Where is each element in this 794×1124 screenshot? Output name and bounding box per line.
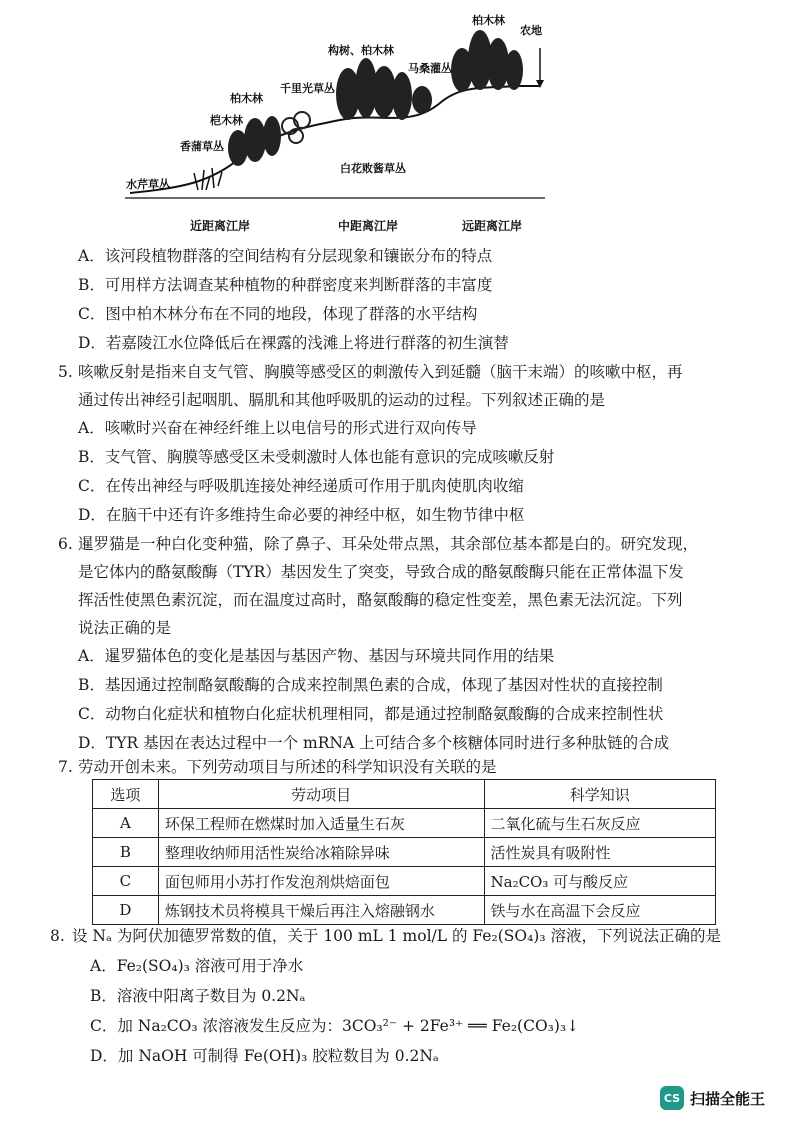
table-row	[93, 896, 716, 925]
camscanner-logo-icon: CS	[660, 1086, 684, 1110]
table-cell: 整理收纳师用活性炭给冰箱除异味	[158, 838, 484, 867]
q5-stem-line1: 咳嗽反射是指来自支气管、胸膜等感受区的刺激传入到延髓（脑干末端）的咳嗽中枢，再	[78, 363, 683, 381]
label-qianli: 千里光草丛	[280, 82, 335, 95]
label-xiangpu: 香蒲草丛	[180, 140, 224, 153]
q7-number: 7.	[58, 758, 73, 776]
q6-option-c: C．动物白化症状和植物白化症状机理相同，都是通过控制酪氨酸酶的合成来控制性状	[78, 705, 664, 723]
table-header-option: 选项	[93, 780, 159, 809]
riverbank-vegetation-diagram	[110, 8, 560, 240]
q6-option-d: D．TYR 基因在表达过程中一个 mRNA 上可结合多个核糖体同时进行多种肽链的合成	[78, 734, 670, 752]
q8-option-c: C．加 Na₂CO₃ 浓溶液发生反应为：3CO₃²⁻ + 2Fe³⁺ ══ Fe₂(CO₃)₃↓	[90, 1017, 580, 1035]
grass-icon	[194, 168, 222, 190]
table-header-project: 劳动项目	[158, 780, 484, 809]
table-cell: 面包师用小苏打作发泡剂烘焙面包	[158, 867, 484, 896]
label-bai2: 柏木林	[230, 92, 263, 105]
q8-stem: 设 Nₐ 为阿伏加德罗常数的值，关于 100 mL 1 mol/L 的 Fe₂(SO₄)₃ 溶液，下列说法正确的是	[72, 927, 721, 945]
table-cell: C	[93, 867, 159, 896]
label-nongdi: 农地	[520, 24, 542, 37]
q5-number: 5.	[58, 363, 73, 381]
q8-number: 8.	[50, 927, 65, 945]
forest-icon-right	[451, 30, 523, 92]
q8-option-a: A．Fe₂(SO₄)₃ 溶液可用于净水	[90, 957, 304, 975]
q7-stem: 劳动开创未来。下列劳动项目与所述的科学知识没有关联的是	[78, 758, 497, 776]
table-cell: 炼钢技术员将模具干燥后再注入熔融钢水	[158, 896, 484, 925]
label-goushu: 构树、柏木林	[328, 44, 394, 57]
q4-option-a: A．该河段植物群落的空间结构有分层现象和镶嵌分布的特点	[78, 247, 493, 265]
table-header-knowledge: 科学知识	[484, 780, 716, 809]
label-baihua: 白花败酱草丛	[340, 162, 406, 175]
q4-option-b: B．可用样方法调查某种植物的种群密度来判断群落的丰富度	[78, 276, 493, 294]
table-cell: A	[93, 809, 159, 838]
table-cell: D	[93, 896, 159, 925]
q6-stem-line1: 暹罗猫是一种白化变种猫，除了鼻子、耳朵处带点黑，其余部位基本都是白的。研究发现，	[78, 535, 699, 553]
watermark-text: 扫描全能王	[690, 1089, 766, 1108]
q4-option-c: C．图中柏木林分布在不同的地段，体现了群落的水平结构	[78, 305, 478, 323]
q6-stem-line2: 是它体内的酪氨酸酶（TYR）基因发生了突变，导致合成的酪氨酸酶只能在正常体温下发	[78, 563, 684, 581]
q6-stem-line3: 挥活性使黑色素沉淀，而在温度过高时，酪氨酸酶的稳定性变差，黑色素无法沉淀。下列	[78, 591, 683, 609]
table-cell: 环保工程师在燃煤时加入适量生石灰	[158, 809, 484, 838]
label-huai: 桤木林	[210, 114, 243, 127]
q6-option-a: A．暹罗猫体色的变化是基因与基因产物、基因与环境共同作用的结果	[78, 647, 555, 665]
table-cell: B	[93, 838, 159, 867]
q5-option-d: D．在脑干中还有许多维持生命必要的神经中枢，如生物节律中枢	[78, 506, 525, 524]
q8-option-d: D．加 NaOH 可制得 Fe(OH)₃ 胶粒数目为 0.2Nₐ	[90, 1047, 439, 1065]
shore-far: 远距离江岸	[462, 219, 523, 233]
table-row	[93, 838, 716, 867]
table-cell: Na₂CO₃ 可与酸反应	[484, 867, 716, 896]
label-masang: 马桑灌丛	[408, 62, 452, 75]
shore-near: 近距离江岸	[190, 219, 251, 233]
scanner-watermark	[660, 1085, 765, 1111]
vegetation-profile-figure	[110, 8, 560, 240]
q5-option-b: B．支气管、胸膜等感受区未受刺激时人体也能有意识的完成咳嗽反射	[78, 448, 555, 466]
q5-option-c: C．在传出神经与呼吸肌连接处神经递质可作用于肌肉使肌肉收缩	[78, 477, 524, 495]
table-header-row	[93, 780, 716, 809]
q4-option-d: D．若嘉陵江水位降低后在裸露的浅滩上将进行群落的初生演替	[78, 334, 509, 352]
table-row	[93, 867, 716, 896]
table-cell: 二氧化硫与生石灰反应	[484, 809, 716, 838]
label-bai: 柏木林	[472, 14, 505, 27]
q5-stem-line2: 通过传出神经引起咽肌、膈肌和其他呼吸肌的运动的过程。下列叙述正确的是	[78, 391, 606, 409]
q8-option-b: B．溶液中阳离子数目为 0.2Nₐ	[90, 987, 306, 1005]
q5-option-a: A．咳嗽时兴奋在神经纤维上以电信号的形式进行双向传导	[78, 419, 477, 437]
q6-number: 6.	[58, 535, 73, 553]
table-cell: 铁与水在高温下会反应	[484, 896, 716, 925]
q7-table	[92, 779, 716, 925]
label-shuiqin: 水芹草丛	[126, 178, 170, 191]
q6-option-b: B．基因通过控制酪氨酸酶的合成来控制黑色素的合成，体现了基因对性状的直接控制	[78, 676, 663, 694]
table-row	[93, 809, 716, 838]
q6-stem-line4: 说法正确的是	[78, 619, 172, 637]
table-cell: 活性炭具有吸附性	[484, 838, 716, 867]
shore-mid: 中距离江岸	[338, 219, 399, 233]
